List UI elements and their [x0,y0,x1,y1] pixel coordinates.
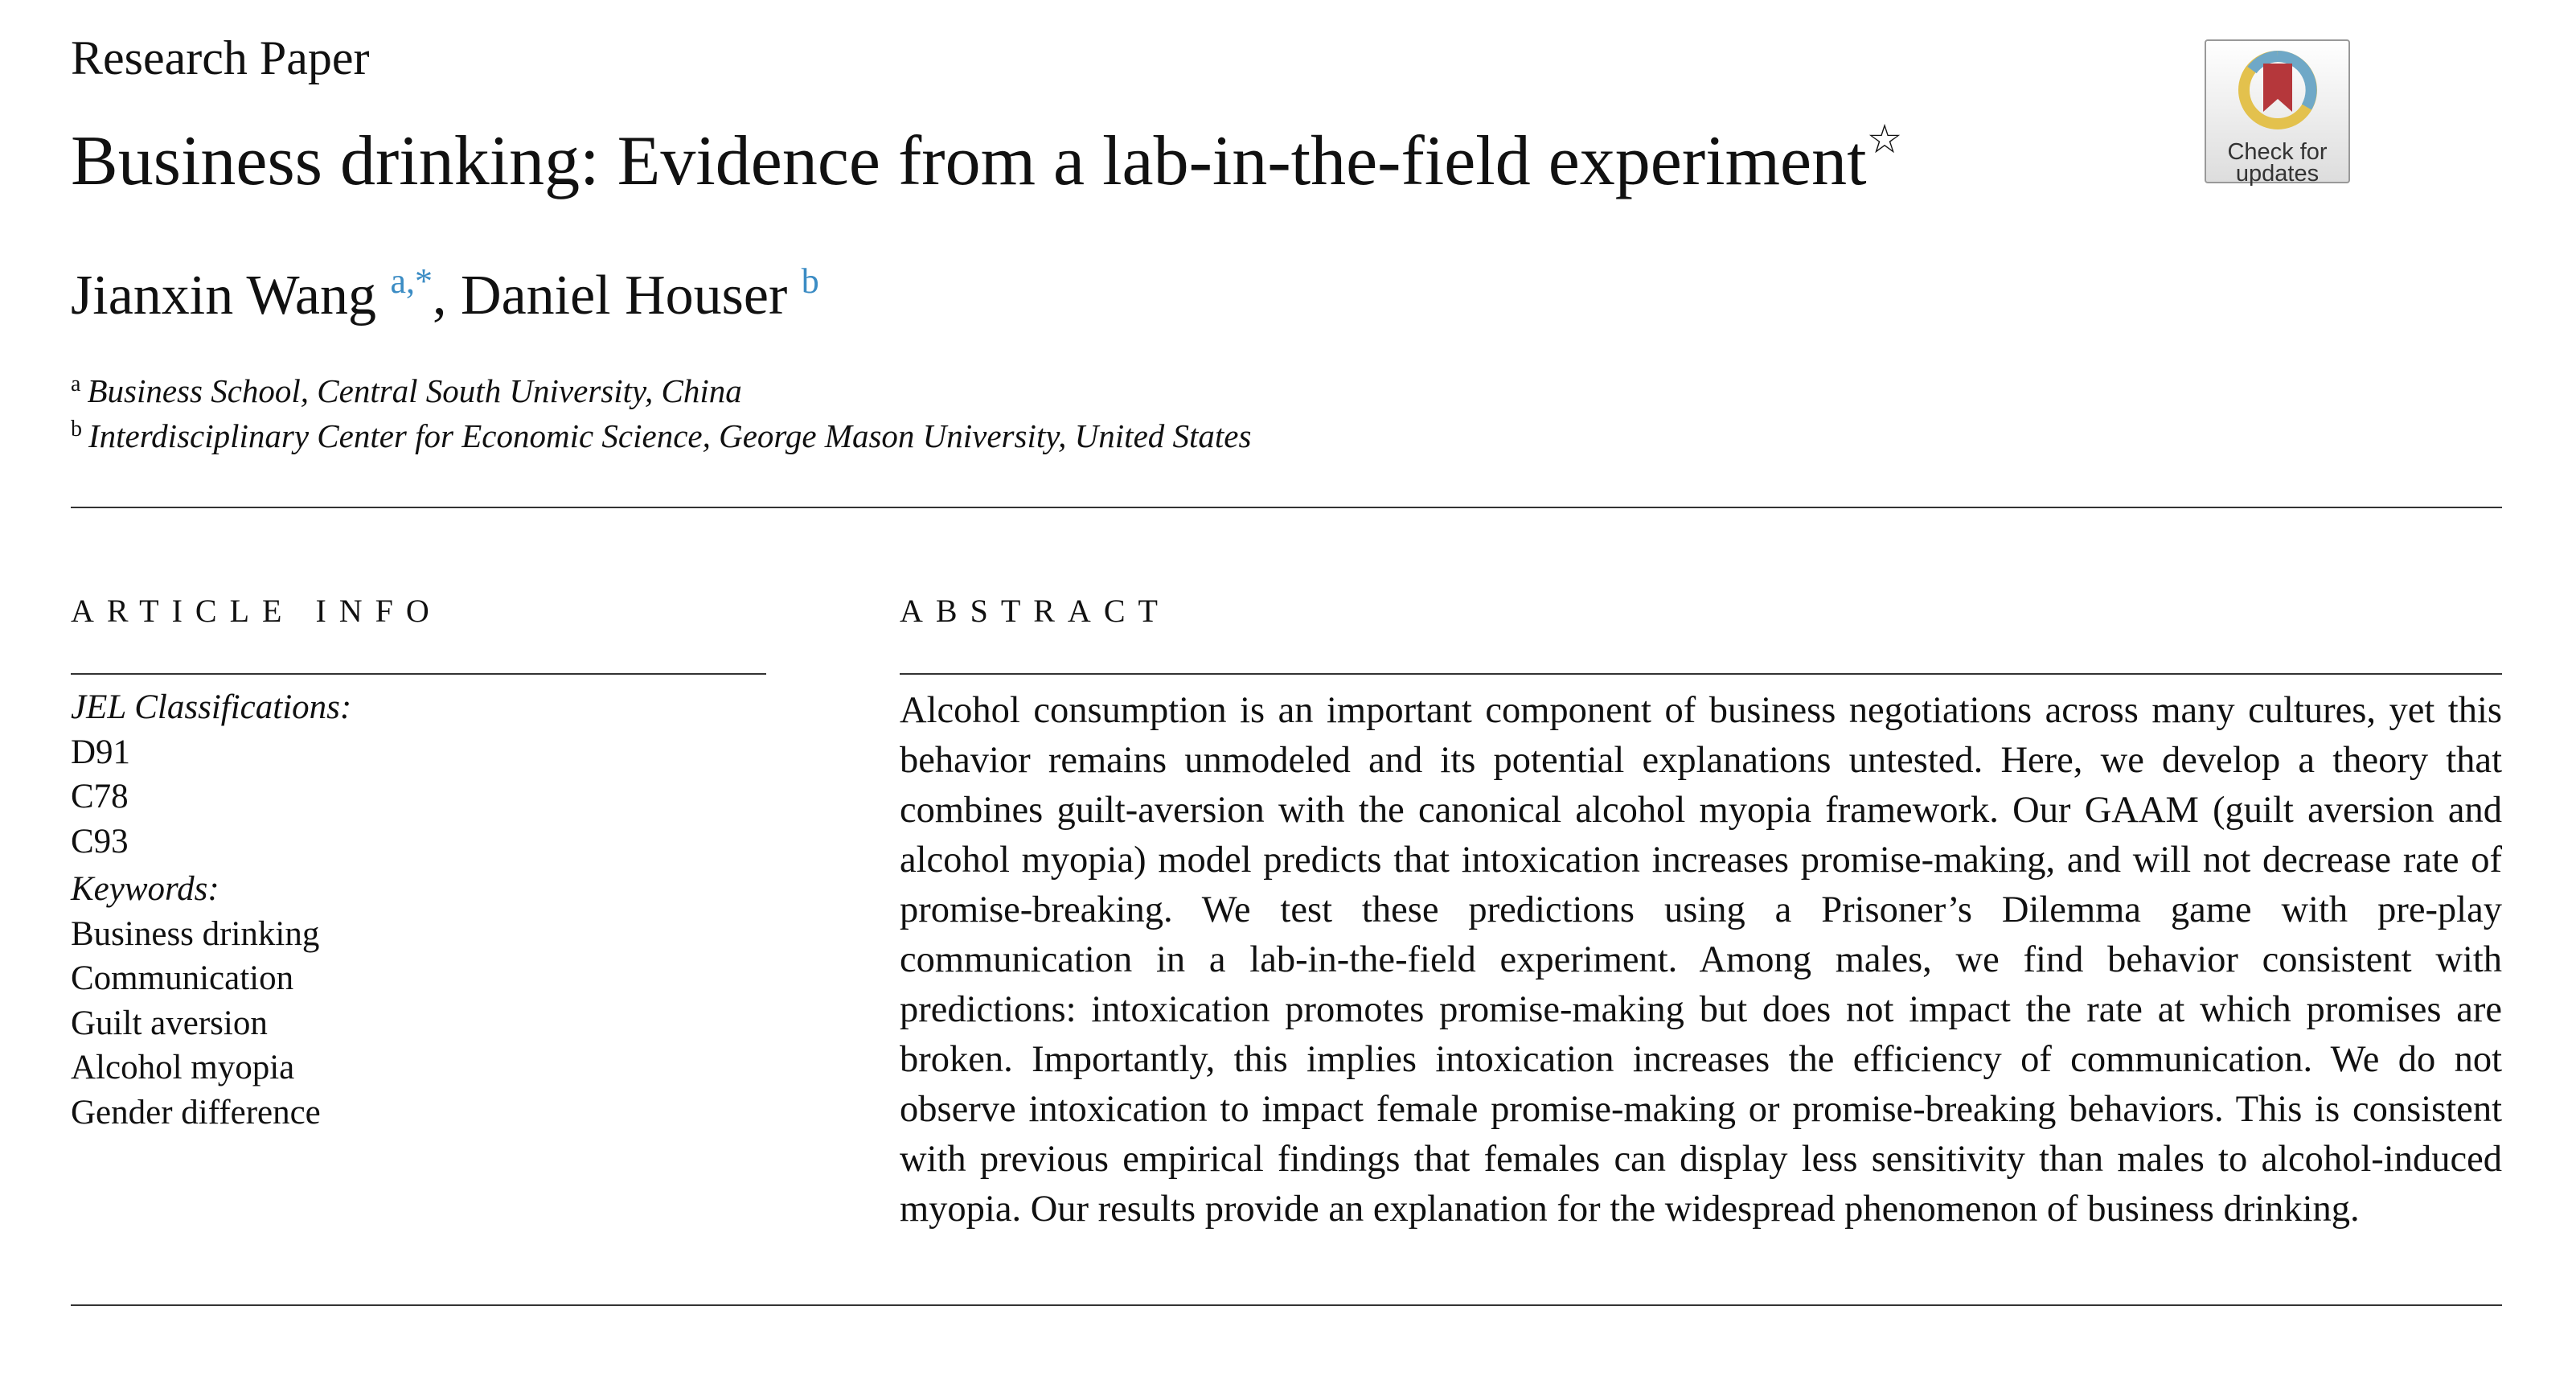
keyword: Guilt aversion [71,1004,268,1042]
jel-code: D91 [71,733,131,771]
article-info-heading: ARTICLE INFO [71,593,442,629]
affiliation-label: b [71,417,82,442]
affiliation [71,417,1251,455]
affiliation-text: Business School, Central South University, China [87,372,742,409]
author-name[interactable]: Jianxin Wang [71,265,376,327]
divider [71,507,2502,508]
author-name[interactable]: Daniel Houser [461,265,788,327]
keywords-label: Keywords: [71,870,219,908]
keyword: Business drinking [71,914,320,953]
author-affiliation-link[interactable]: a,* [390,261,433,301]
divider [900,673,2502,675]
badge-line-2: updates [2235,161,2320,187]
title-text: Business drinking: Evidence from a lab-in-the-field experiment [71,122,1867,200]
divider [71,673,766,675]
author-list [71,261,819,328]
keyword: Alcohol myopia [71,1049,295,1086]
article-type: Research Paper [71,31,370,84]
author-affiliation-link[interactable]: b [801,261,819,301]
paper-title [71,117,1903,202]
keyword: Gender difference [71,1093,321,1132]
bookmark-ring-icon [2229,46,2326,134]
affiliation-text: Interdisciplinary Center for Economic Science, George Mason University, United States [88,417,1252,454]
jel-label: JEL Classifications: [71,688,352,726]
abstract-heading: ABSTRACT [900,593,1171,629]
keyword: Communication [71,959,294,997]
abstract-text: Alcohol consumption is an important component of business negotiations across many cultures, yet this behavior remains unmodeled and its potential explanations untested. Here, we develop a theory that combines guilt-aversion with the canonical alcohol myopia framework. Our GAAM (guilt aversion and alcohol myopia) model predicts that intoxication increases promise-making, and will not decrease rate of promise-breaking. We test these predictions using a Prisoner’s Dilemma game with pre-play communication in a lab-in-the-field experiment. Among males, we find behavior consistent with predictions: intoxication promotes promise-making but does not impact the rate at which promises are broken. Importantly, this implies intoxication increases the efficiency of communication. We do not observe intoxication to impact female promise-making or promise-breaking behaviors. This is consistent with previous empirical findings that females can display less sensitivity than males to alcohol-induced myopia. Our results provide an explanation for the widespread phenomenon of business drinking. [900,690,2502,1230]
author-separator: , [433,265,461,327]
affiliation [71,372,742,410]
badge-line-1: Check for [2227,139,2328,165]
check-for-updates-badge[interactable] [2205,39,2350,187]
jel-code: C93 [71,822,129,860]
affiliation-label: a [71,372,81,396]
title-footnote-star[interactable]: ☆ [1866,117,1903,162]
jel-code: C78 [71,778,129,815]
article-info [71,685,351,1135]
divider [71,1304,2502,1306]
